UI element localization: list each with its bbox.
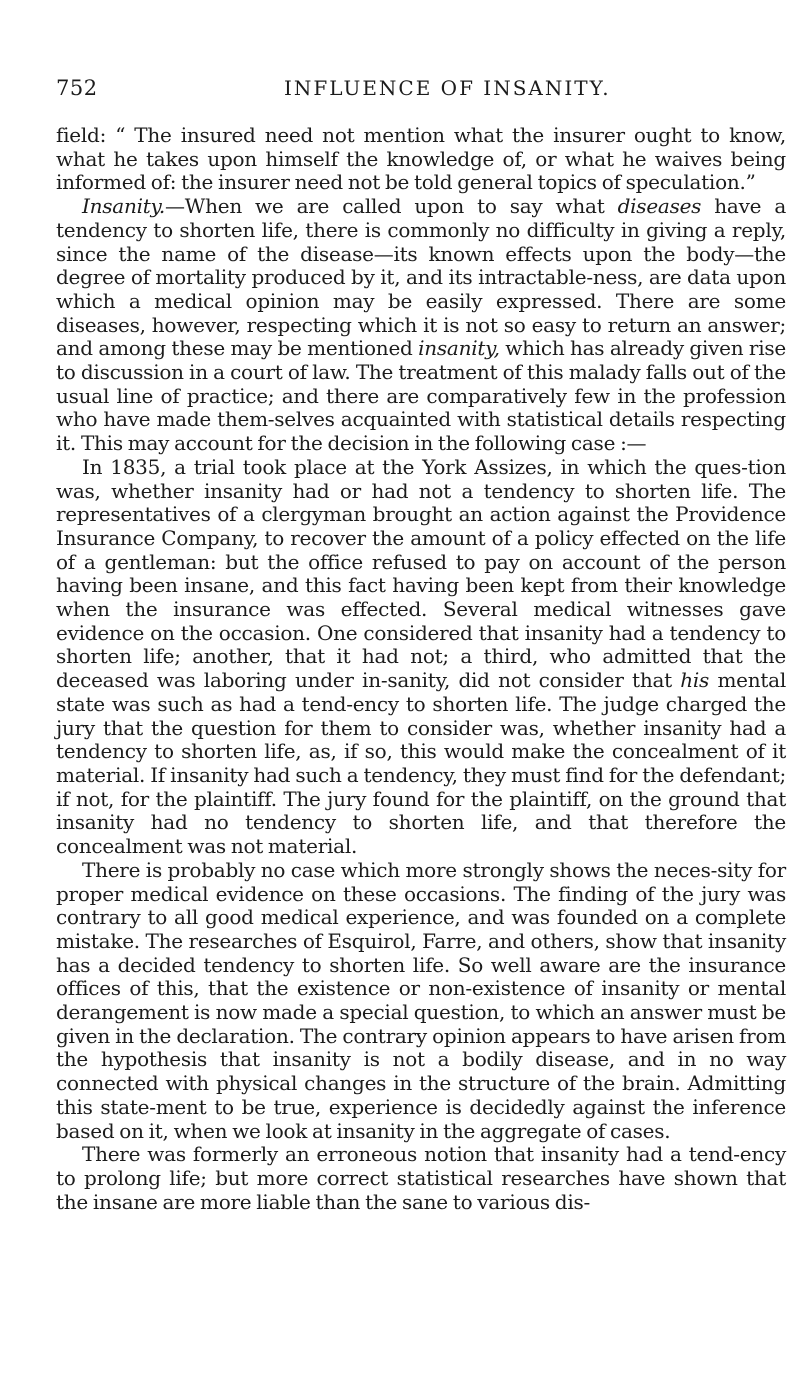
paragraph-1: field: “ The insured need not mention what the insurer ought to know, what he takes upon himself the knowledge of, or what he waives being informed of: the insurer need not be told general topics of speculation.” <box>56 123 786 195</box>
paragraph-3-text-b: mental state was such as had a tend-ency to shorten life. The judge charged the jury that the question for them to consider was, whether insanity had a tendency to shorten life, as, if so, this would make the concealment of it material. If insanity had such a tendency, they must find for the defendant; if not, for the plaintiff. The jury found for the plaintiff, on the ground that insanity had no tendency to shorten life, and that therefore the concealment was not material. <box>56 668 786 859</box>
emphasis-diseases: diseases <box>617 194 702 219</box>
emphasis-insanity: insanity, <box>418 336 500 361</box>
page-number: 752 <box>56 76 98 100</box>
paragraph-4: There is probably no case which more strongly shows the neces-sity for proper medical evidence on these occasions. The finding of the jury was contrary to all good medical experience, and was founded on a complete mistake. The researches of Esquirol, Farre, and others, show that insanity has a decided tendency to shorten life. So well aware are the insurance offices of this, that the existence or non-existence of insanity or mental derangement is now made a special question, to which an answer must be given in the declaration. The contrary opinion appears to have arisen from the hypothesis that insanity is not a bodily disease, and in no way connected with physical changes in the structure of the brain. Admitting this state-ment to be true, experience is decidedly against the inference based on it, when we look at insanity in the aggregate of cases. <box>56 857 786 1143</box>
body-text <box>56 124 786 1214</box>
running-head <box>56 76 786 106</box>
paragraph-2-text-c: which has already given rise to discussion in a court of law. The treatment of this malady falls out of the usual line of practice; and there are comparatively few in the profession who have made them-selves acquainted with statistical details respecting it. This may account for the decision in the following case :— <box>56 336 786 456</box>
paragraph-2 <box>56 195 786 456</box>
paragraph-3 <box>56 456 786 859</box>
emphasis-his: his <box>680 668 710 693</box>
paragraph-5: There was formerly an erroneous notion that insanity had a tend-ency to prolong life; but more correct statistical researches have shown that the insane are more liable than the sane to various dis- <box>56 1142 786 1214</box>
paragraph-2-text-b: have a tendency to shorten life, there is commonly no difficulty in giving a reply, since the name of the disease—its known effects upon the body—the degree of mortality produced by it, and its intractable-ness, are data upon which a medical opinion may be easily expressed. There are some diseases, however, respecting which it is not so easy to return an answer; and among these may be mentioned <box>56 194 786 361</box>
section-lead-insanity: Insanity. <box>82 194 166 219</box>
paragraph-3-text-a: In 1835, a trial took place at the York Assizes, in which the ques-tion was, whether insanity had or had not a tendency to shorten life. The representatives of a clergyman brought an action against the Providence Insurance Company, to recover the amount of a policy effected on the life of a gentleman: but the office refused to pay on account of the person having been insane, and this fact having been kept from their knowledge when the insurance was effected. Several medical witnesses gave evidence on the occasion. One considered that insanity had a tendency to shorten life; another, that it had not; a third, who admitted that the deceased was laboring under in-sanity, did not consider that <box>56 454 786 693</box>
paragraph-2-text-a: —When we are called upon to say what <box>165 194 618 219</box>
header-title: INFLUENCE OF INSANITY. <box>284 76 611 100</box>
